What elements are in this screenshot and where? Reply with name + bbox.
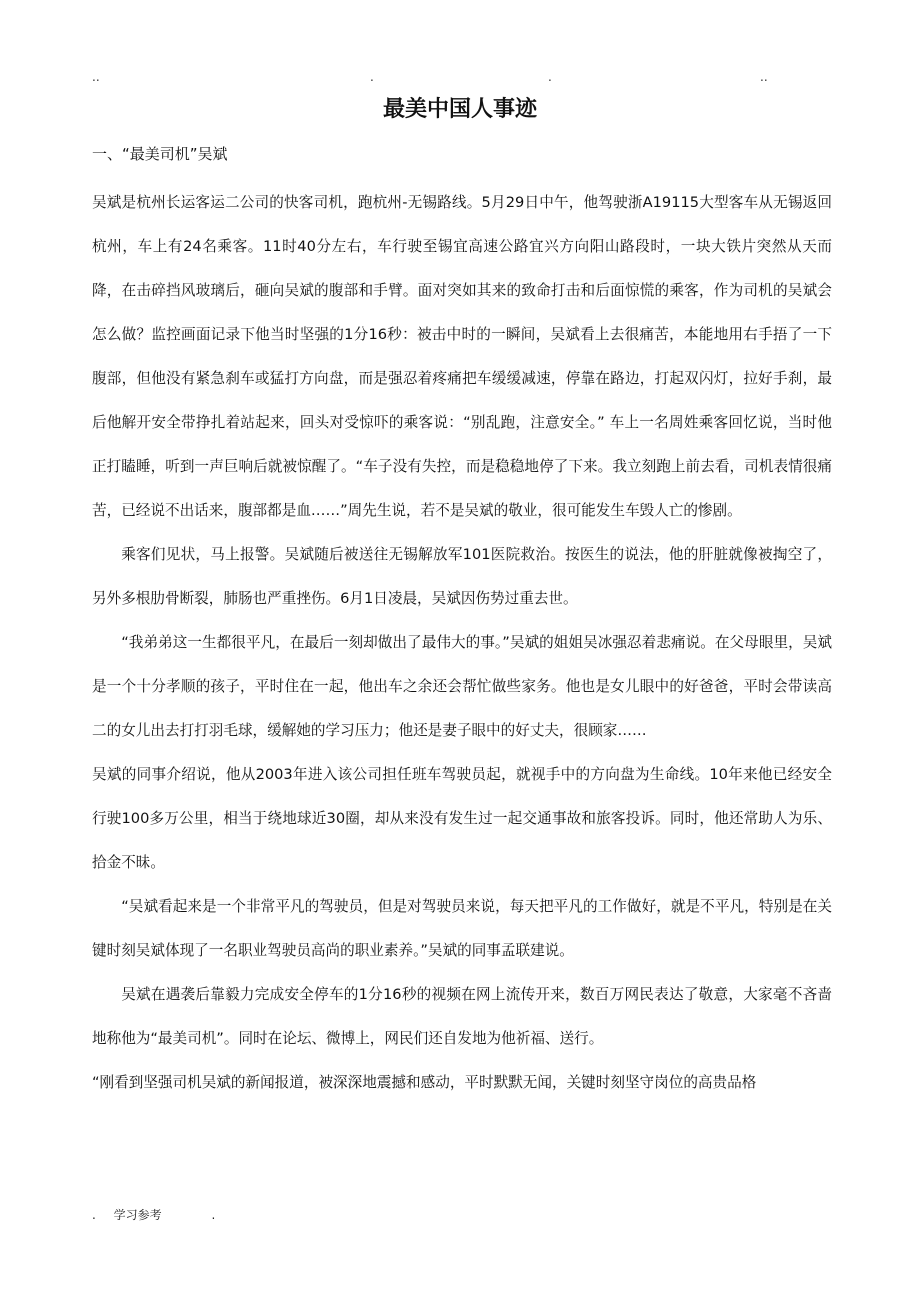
paragraph-6: 吴斌在遇袭后靠毅力完成安全停车的1分16秒的视频在网上流传开来，数百万网民表达了敬意，大家毫不吝啬地称他为“最美司机”。同时在论坛、微博上，网民们还自发地为他祈福、送行。 (92, 986, 832, 1047)
page-footer (92, 1206, 215, 1224)
paragraph-7: “刚看到坚强司机吴斌的新闻报道，被深深地震撼和感动，平时默默无闻，关键时刻坚守岗位的高贵品格 (92, 1074, 757, 1091)
header-mark-left: .. (92, 70, 100, 84)
section-heading: 一、“最美司机”吴斌 (92, 145, 228, 163)
paragraph-2: 乘客们见状，马上报警。吴斌随后被送往无锡解放军101医院救治。按医生的说法，他的肝脏就像被掏空了，另外多根肋骨断裂，肺肠也严重挫伤。6月1日凌晨，吴斌因伤势过重去世。 (92, 546, 832, 607)
paragraph-1: 吴斌是杭州长运客运二公司的快客司机，跑杭州-无锡路线。5月29日中午，他驾驶浙A19115大型客车从无锡返回杭州，车上有24名乘客。11时40分左右，车行驶至锡宜高速公路宜兴方向阳山路段时，一块大铁片突然从天而降，在击碎挡风玻璃后，砸向吴斌的腹部和手臂。面对突如其来的致命打击和后面惊慌的乘客，作为司机的吴斌会怎么做？监控画面记录下他当时坚强的1分16秒：被击中时的一瞬间，吴斌看上去很痛苦，本能地用右手捂了一下腹部，但他没有紧急刹车或猛打方向盘，而是强忍着疼痛把车缓缓减速，停靠在路边，打起双闪灯，拉好手刹，最后他解开安全带挣扎着站起来，回头对受惊吓的乘客说：“别乱跑，注意安全。” 车上一名周姓乘客回忆说，当时他正打瞌睡，听到一声巨响后就被惊醒了。“车子没有失控，而是稳稳地停了下来。我立刻跑上前去看，司机表情很痛苦，已经说不出话来，腹部都是血……”周先生说，若不是吴斌的敬业，很可能发生车毁人亡的惨剧。 (92, 194, 832, 519)
header-mark-center-left: . (370, 70, 374, 84)
header-mark-center-right: . (548, 70, 552, 84)
document-body (92, 181, 832, 1105)
header-mark-right: .. (760, 70, 768, 84)
document-title: 最美中国人事迹 (382, 97, 537, 122)
footer-mark-right: . (211, 1208, 216, 1222)
paragraph-5: “吴斌看起来是一个非常平凡的驾驶员，但是对驾驶员来说，每天把平凡的工作做好，就是不平凡，特别是在关键时刻吴斌体现了一名职业驾驶员高尚的职业素养。”吴斌的同事孟联建说。 (92, 898, 832, 959)
footer-mark-left: . (92, 1208, 96, 1222)
paragraph-3: “我弟弟这一生都很平凡，在最后一刻却做出了最伟大的事。”吴斌的姐姐吴冰强忍着悲痛说。在父母眼里，吴斌是一个十分孝顺的孩子，平时住在一起，他出车之余还会帮忙做些家务。他也是女儿眼中的好爸爸，平时会带读高二的女儿出去打打羽毛球，缓解她的学习压力；他还是妻子眼中的好丈夫，很顾家…… (92, 634, 832, 739)
footer-label: 学习参考 (113, 1208, 162, 1222)
paragraph-4: 吴斌的同事介绍说，他从2003年进入该公司担任班车驾驶员起，就视手中的方向盘为生命线。10年来他已经安全行驶100多万公里，相当于绕地球近30圈，却从来没有发生过一起交通事故和旅客投诉。同时，他还常助人为乐、拾金不昧。 (92, 766, 832, 871)
